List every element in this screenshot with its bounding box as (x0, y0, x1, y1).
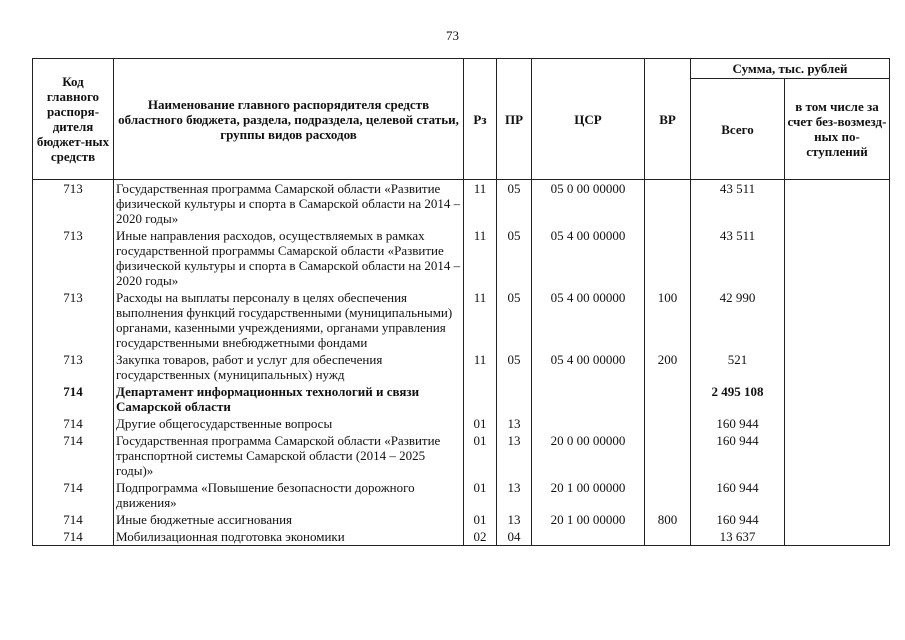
cell-pr: 13 (497, 432, 532, 479)
cell-name: Государственная программа Самарской области «Развитие физической культуры и спорта в Самарской области на 2014 – 2020 годы» (114, 180, 464, 228)
header-rz: Рз (464, 59, 497, 180)
cell-csr (532, 415, 645, 432)
cell-total: 13 637 (691, 528, 785, 546)
cell-incl (785, 180, 890, 228)
cell-name: Другие общегосударственные вопросы (114, 415, 464, 432)
cell-incl (785, 415, 890, 432)
cell-csr: 05 4 00 00000 (532, 227, 645, 289)
table-row (33, 479, 890, 511)
cell-rz: 01 (464, 432, 497, 479)
cell-vr: 800 (645, 511, 691, 528)
cell-rz: 11 (464, 289, 497, 351)
cell-incl (785, 432, 890, 479)
page-number: 73 (446, 28, 459, 43)
table-row (33, 528, 890, 546)
cell-name: Иные направления расходов, осуществляемых в рамках государственной программы Самарской области «Развитие физической культуры и спорта в Самарской области на 2014 – 2020 годы» (114, 227, 464, 289)
table-row (33, 415, 890, 432)
table-row (33, 432, 890, 479)
cell-incl (785, 289, 890, 351)
cell-csr: 20 1 00 00000 (532, 511, 645, 528)
table-row (33, 289, 890, 351)
cell-pr: 05 (497, 227, 532, 289)
table-row (33, 351, 890, 383)
cell-code: 713 (33, 180, 114, 228)
cell-total: 160 944 (691, 479, 785, 511)
table-row (33, 227, 890, 289)
cell-total: 160 944 (691, 511, 785, 528)
cell-vr (645, 383, 691, 415)
cell-name: Государственная программа Самарской области «Развитие транспортной системы Самарской области (2014 – 2025 годы)» (114, 432, 464, 479)
cell-rz: 11 (464, 227, 497, 289)
cell-incl (785, 511, 890, 528)
cell-total: 43 511 (691, 180, 785, 228)
cell-csr: 20 1 00 00000 (532, 479, 645, 511)
cell-name: Иные бюджетные ассигнования (114, 511, 464, 528)
cell-code: 714 (33, 415, 114, 432)
table-header (33, 59, 890, 180)
cell-code: 713 (33, 289, 114, 351)
cell-pr (497, 383, 532, 415)
cell-csr (532, 528, 645, 546)
cell-vr (645, 479, 691, 511)
cell-total: 160 944 (691, 432, 785, 479)
cell-name: Мобилизационная подготовка экономики (114, 528, 464, 546)
cell-code: 714 (33, 528, 114, 546)
cell-vr: 200 (645, 351, 691, 383)
cell-name: Расходы на выплаты персоналу в целях обеспечения выполнения функций государственными (муниципальными) органами, казенными учреждениями, органами управления государственными внебюджетными фондами (114, 289, 464, 351)
cell-name: Департамент информационных технологий и связи Самарской области (114, 383, 464, 415)
cell-code: 714 (33, 479, 114, 511)
budget-table (32, 58, 890, 546)
cell-pr: 13 (497, 415, 532, 432)
table-body (33, 180, 890, 546)
cell-code: 714 (33, 511, 114, 528)
table-row (33, 511, 890, 528)
header-vr: ВР (645, 59, 691, 180)
cell-vr (645, 432, 691, 479)
header-name: Наименование главного распорядителя средств областного бюджета, раздела, подраздела, целевой статьи, группы видов расходов (114, 59, 464, 180)
cell-vr (645, 528, 691, 546)
header-pr: ПР (497, 59, 532, 180)
header-csr: ЦСР (532, 59, 645, 180)
cell-total: 160 944 (691, 415, 785, 432)
cell-incl (785, 479, 890, 511)
cell-incl (785, 528, 890, 546)
header-sum-group: Сумма, тыс. рублей (691, 59, 890, 79)
cell-csr: 05 4 00 00000 (532, 351, 645, 383)
cell-rz: 11 (464, 180, 497, 228)
cell-code: 714 (33, 383, 114, 415)
cell-vr: 100 (645, 289, 691, 351)
cell-csr: 05 4 00 00000 (532, 289, 645, 351)
cell-vr (645, 227, 691, 289)
header-code: Код главного распоря-дителя бюджет-ных средств (33, 59, 114, 180)
cell-vr (645, 180, 691, 228)
cell-total: 43 511 (691, 227, 785, 289)
cell-name: Закупка товаров, работ и услуг для обеспечения государственных (муниципальных) нужд (114, 351, 464, 383)
cell-pr: 05 (497, 180, 532, 228)
cell-vr (645, 415, 691, 432)
cell-pr: 05 (497, 289, 532, 351)
cell-total: 42 990 (691, 289, 785, 351)
cell-rz: 02 (464, 528, 497, 546)
cell-total: 2 495 108 (691, 383, 785, 415)
cell-csr: 05 0 00 00000 (532, 180, 645, 228)
cell-code: 714 (33, 432, 114, 479)
cell-total: 521 (691, 351, 785, 383)
cell-rz (464, 383, 497, 415)
header-incl: в том числе за счет без-возмезд-ных по-ступлений (785, 79, 890, 180)
cell-pr: 04 (497, 528, 532, 546)
cell-pr: 13 (497, 511, 532, 528)
cell-csr (532, 383, 645, 415)
cell-rz: 01 (464, 415, 497, 432)
cell-incl (785, 227, 890, 289)
table-row (33, 180, 890, 228)
cell-rz: 11 (464, 351, 497, 383)
header-total: Всего (691, 79, 785, 180)
cell-pr: 13 (497, 479, 532, 511)
cell-code: 713 (33, 227, 114, 289)
cell-code: 713 (33, 351, 114, 383)
cell-incl (785, 351, 890, 383)
cell-pr: 05 (497, 351, 532, 383)
cell-rz: 01 (464, 511, 497, 528)
cell-csr: 20 0 00 00000 (532, 432, 645, 479)
table-row (33, 383, 890, 415)
cell-name: Подпрограмма «Повышение безопасности дорожного движения» (114, 479, 464, 511)
cell-rz: 01 (464, 479, 497, 511)
cell-incl (785, 383, 890, 415)
